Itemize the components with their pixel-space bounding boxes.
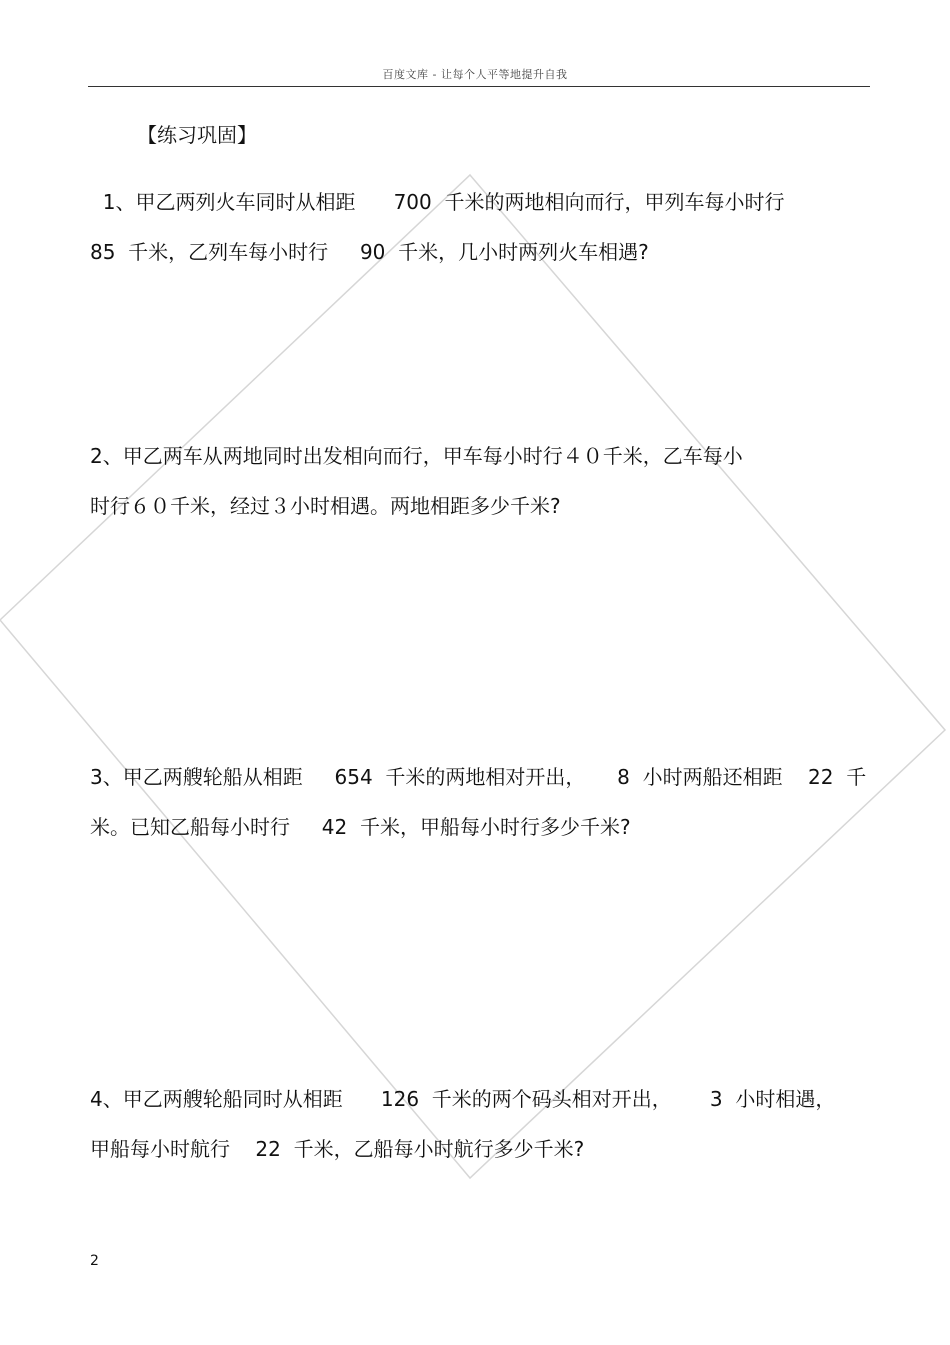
section-title: 【练习巩固】 xyxy=(137,123,257,147)
question-2-line-1: 2、甲乙两车从两地同时出发相向而行，甲车每小时行４０千米，乙车每小 xyxy=(90,444,743,468)
question-3-line-2: 米。已知乙船每小时行 42 千米，甲船每小时行多少千米? xyxy=(90,815,631,839)
question-1-line-2: 85 千米，乙列车每小时行 90 千米，几小时两列火车相遇? xyxy=(90,240,649,264)
question-3-line-1: 3、甲乙两艘轮船从相距 654 千米的两地相对开出， 8 小时两船还相距 22 千 xyxy=(90,765,867,789)
question-1-line-1: 1、甲乙两列火车同时从相距 700 千米的两地相向而行，甲列车每小时行 xyxy=(90,190,785,214)
page-number: 2 xyxy=(90,1253,99,1269)
question-4-line-2: 甲船每小时航行 22 千米，乙船每小时航行多少千米? xyxy=(90,1137,585,1161)
page-header: 百度文库 - 让每个人平等地提升自我 xyxy=(382,68,568,81)
question-2-line-2: 时行６０千米，经过３小时相遇。两地相距多少千米? xyxy=(90,494,561,518)
question-4-line-1: 4、甲乙两艘轮船同时从相距 126 千米的两个码头相对开出， 3 小时相遇， xyxy=(90,1087,836,1111)
header-divider xyxy=(88,86,870,87)
